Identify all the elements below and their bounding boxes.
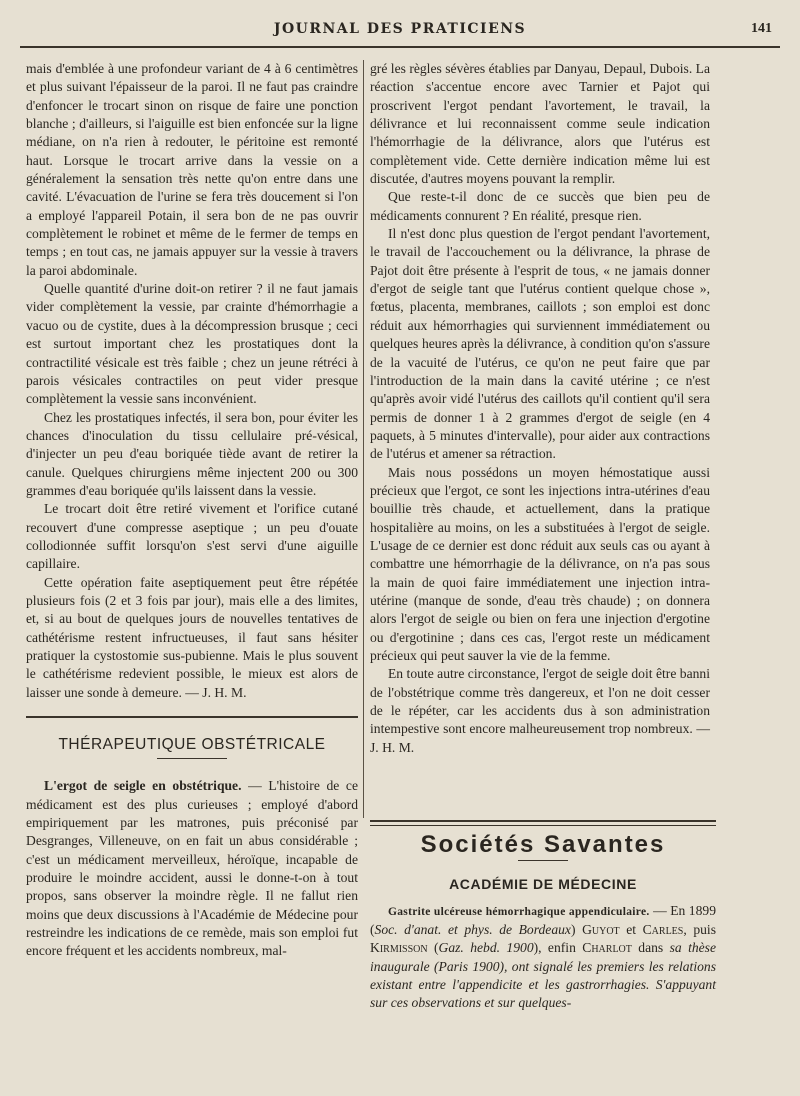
- societes-paragraph: [370, 902, 716, 1013]
- reference: Soc. d'anat. et phys. de Bordeaux: [374, 922, 571, 938]
- page-header: [20, 18, 780, 44]
- header-rule: [20, 46, 780, 48]
- text-run: (: [427, 940, 439, 956]
- paragraph: Chez les prostatiques infectés, il sera bon, pour éviter les chances d'inoculation du tissu cellulaire pré-vésical, d'injecter un peu d'eau boriquée tiède avant de retirer la canule. Quelques chirurgiens même injectent 200 ou 300 grammes d'eau boriquée qu'ils laissent dans la vessie.: [26, 409, 358, 498]
- text-run: ): [570, 922, 583, 938]
- article-paragraph: [26, 777, 358, 960]
- text-run: sa thèse inaugurale (Paris 1900), ont signalé les premiers les relations existant entre l'appendicite et les gastrorrhagies. S'appuyant sur ces observations et sur quelques-: [370, 940, 716, 1011]
- text-run: dans: [631, 940, 670, 956]
- author-name: Carles: [642, 922, 684, 938]
- paragraph: Quelle quantité d'urine doit-on retirer ? il ne faut jamais vider complètement la vessie, par crainte d'hémorrhagie a vacuo ou de cystite, dues à la décompression brusque ; ceci est surtout important chez les prostatiques dont la contractilité vésicale est très faible ; chez un jeune rétréci à parois vésicales contractiles on peut vider presque complètement la vessie sans inconvénient.: [26, 281, 358, 407]
- societes-section: [370, 820, 716, 1013]
- author-name: Kirmisson: [370, 940, 428, 956]
- section-heading: THÉRAPEUTIQUE OBSTÉTRICALE: [58, 736, 326, 754]
- author-name: Guyot: [582, 922, 620, 938]
- societes-underline: [518, 860, 568, 861]
- paragraph: gré les règles sévères établies par Danyau, Depaul, Dubois. La réaction s'accentue encore avec Tarnier et Pajot qui proscrivent l'ergot pendant l'avortement, le travail, la délivrance et lui reconnaissent comme seule indication l'hémorrhagie de la délivrance, alors que l'utérus est complètement vide. Cette dernière indication même lui est discutée, d'autres moyens pouvant la remplir.: [370, 61, 710, 187]
- paragraph: mais d'emblée à une profondeur variant de 4 à 6 centimètres et plus suivant l'épaisseur de la paroi. Il ne faut pas craindre d'enfoncer le trocart sinon on risque de faire une ponction blanche ; d'ailleurs, si l'aiguille est bien enfoncée sur la ligne médiane, on n'a rien à redouter, le péritoine est remonté haut. Lorsque le trocart arrive dans la vessie on a généralement la sensation très nette qu'on entre dans une cavité. L'évacuation de l'urine se fera très doucement si l'on a employé l'appareil Potain, il sera bon de ne pas ouvrir complètement le robinet et même de le fermer de temps en temps ; en tout cas, ne jamais appuyer sur la vessie à travers la paroi abdominale.: [26, 61, 358, 278]
- paragraph: Cette opération faite aseptiquement peut être répétée plusieurs fois (2 et 3 fois par jour), mais elle a des limites, et, si au bout de quelques jours de nouvelles tentatives de cathétérisme restent infructueuses, il faut sans hésiter pratiquer la cystostomie sus-pubienne. Mais le plus souvent le cathétérisme redevient possible, le mieux est alors de laisser une sonde à demeure. — J. H. M.: [26, 574, 358, 700]
- academie-heading: ACADÉMIE DE MÉDECINE: [449, 876, 637, 893]
- text-run: ), enfin: [533, 940, 583, 956]
- text-run: , puis: [683, 922, 716, 938]
- left-column: [26, 60, 358, 1076]
- reference: Gaz. hebd. 1900: [438, 940, 534, 956]
- section-rule: [26, 716, 358, 718]
- double-rule: [370, 820, 716, 826]
- societes-heading: Sociétés Savantes: [420, 831, 666, 858]
- paragraph: Mais nous possédons un moyen hémostatique aussi précieux que l'ergot, ce sont les injections intra-utérines d'eau bouillie très chaude, et actuellement, dans la pratique hospitalière au moins, on les a substituées à l'ergot de seigle. L'usage de ce dernier est donc réduit aux seuls cas ou ayant à combattre une hémorrhagie de la délivrance, on n'a pas sous la main de quoi faire immédiatement une injection intra-utérine (manque de sonde, d'eau très chaude) ; on donnera alors l'ergot de seigle ou bien on fera une injection d'ergotine ou d'ergotinine ; dans ces cas, l'ergot reste un médicament précieux qui peut sauver la vie de la femme.: [370, 464, 710, 663]
- running-title: JOURNAL DES PRATICIENS: [273, 21, 527, 37]
- section-underline: [157, 758, 227, 759]
- column-divider: [363, 60, 364, 818]
- paragraph: Que reste-t-il donc de ce succès que bien peu de médicaments connurent ? En réalité, presque rien.: [370, 189, 710, 223]
- paragraph: En toute autre circonstance, l'ergot de seigle doit être banni de l'obstétrique comme très dangereux, et l'on ne doit cesser de le répéter, car les accidents dus à son administration intempestive sont encore malheureusement trop nombreux. — J. H. M.: [370, 666, 710, 755]
- gastrite-title: Gastrite ulcéreuse hémorrhagique appendiculaire.: [388, 905, 650, 918]
- article-title: L'ergot de seigle en obstétrique.: [44, 778, 242, 794]
- text-run: et: [619, 922, 643, 938]
- author-name: Charlot: [582, 940, 632, 956]
- paragraph: Il n'est donc plus question de l'ergot pendant l'avortement, le travail de l'accouchement ou la délivrance, la phrase de Pajot doit être présente à l'esprit de tous, « ne jamais donner d'ergot de seigle tant que l'utérus contient quelque chose », fœtus, placenta, membranes, caillots ; son emploi est donc réduit aux hémorrhagies qui surviennent immédiatement ou quelques heures après la délivrance, à condition qu'on s'assure de la vacuité de l'utérus, ce qu'on ne peut faire que par l'introduction de la main dans la cavité utérine ; ce n'est qu'après avoir vidé l'utérus des caillots qu'il contient qu'il sera permis de donner 1 à 2 grammes d'ergot de seigle (en 4 paquets, à 5 minutes d'intervalle), pour aider aux contractions de l'utérus et amener sa rétraction.: [370, 226, 710, 462]
- article-text: — L'histoire de ce médicament est des plus curieuses ; employé d'abord empiriquement par les matrones, puis préconisé par Desgranges, Villeneuve, on en fait un abus considérable ; c'est un médicament merveilleux, héroïque, incapable de produire le moindre accident, aussi le donne-t-on à tout propos, sans observer la moindre règle. Il ne fallut rien moins que deux discussions à l'Académie de Médecine pour restreindre les indications de ce remède, mais son emploi fut encore fréquent et les accidents nombreux, mal-: [26, 778, 358, 959]
- paragraph: Le trocart doit être retiré vivement et l'orifice cutané recouvert d'une compresse aseptique ; un peu d'ouate collodionnée suffit lorsqu'on s'est servi d'une aiguille capillaire.: [26, 501, 358, 572]
- text-run: — En 1899 (: [370, 902, 716, 938]
- page-number: 141: [751, 21, 772, 36]
